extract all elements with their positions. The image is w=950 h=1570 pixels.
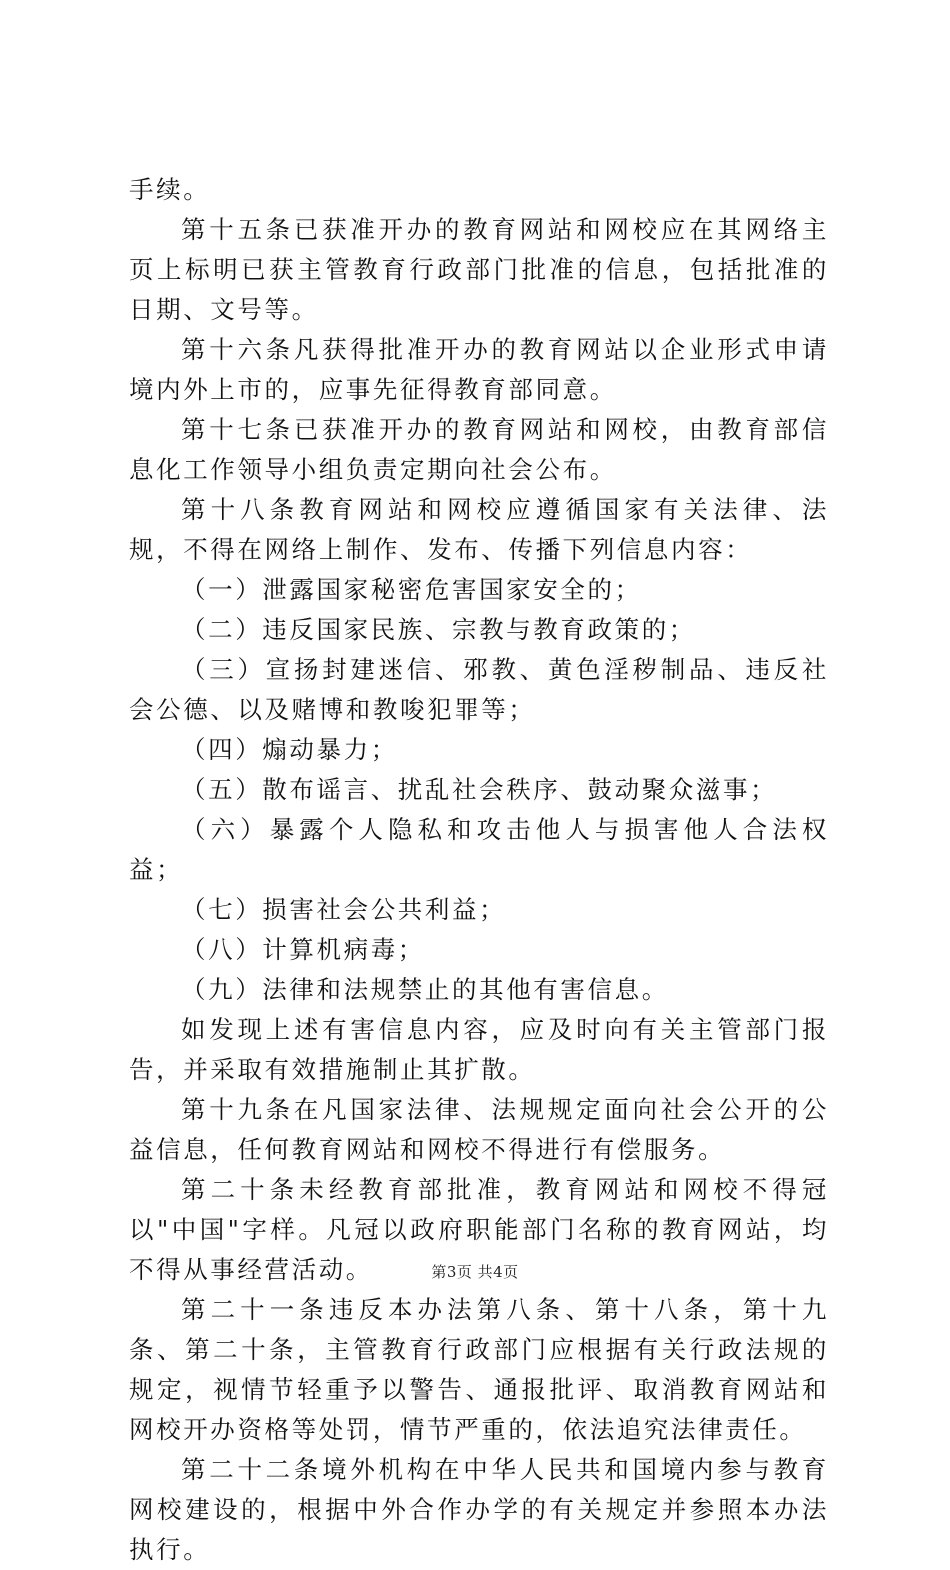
list-item-8: （八）计算机病毒； [181,935,425,964]
article-15: 第十五条已获准开办的教育网站和网校应在其网络主页上标明已获主管教育行政部门批准的信息，包括批准的日期、文号等。 [129,215,829,324]
document-body [129,170,829,1570]
article-18: 第十八条教育网站和网校应遵循国家有关法律、法规，不得在网络上制作、发布、传播下列信息内容： [129,495,829,564]
article-16: 第十六条凡获得批准开办的教育网站以企业形式申请境内外上市的，应事先征得教育部同意。 [129,335,829,404]
article-22: 第二十二条境外机构在中华人民共和国境内参与教育网校建设的，根据中外合作办学的有关规定并参照本办法执行。 [129,1455,829,1564]
paragraph-continuation: 手续。 [129,175,211,204]
list-item-2: （二）违反国家民族、宗教与教育政策的； [181,615,696,644]
list-item-7: （七）损害社会公共利益； [181,895,507,924]
list-item-5: （五）散布谣言、扰乱社会秩序、鼓动聚众滋事； [181,775,778,804]
list-item-3: （三）宣扬封建迷信、邪教、黄色淫秽制品、违反社会公德、以及赌博和教唆犯罪等； [129,655,829,724]
list-item-6: （六）暴露个人隐私和攻击他人与损害他人合法权益； [129,815,829,884]
list-item-1: （一）泄露国家秘密危害国家安全的； [181,575,642,604]
report-paragraph: 如发现上述有害信息内容，应及时向有关主管部门报告，并采取有效措施制止其扩散。 [129,1015,829,1084]
article-19: 第十九条在凡国家法律、法规规定面向社会公开的公益信息，任何教育网站和网校不得进行有偿服务。 [129,1095,829,1164]
list-item-4: （四）煽动暴力； [181,735,398,764]
list-item-9: （九）法律和法规禁止的其他有害信息。 [181,975,669,1004]
article-20: 第二十条未经教育部批准，教育网站和网校不得冠以"中国"字样。凡冠以政府职能部门名称的教育网站，均不得从事经营活动。 [129,1175,829,1284]
article-17: 第十七条已获准开办的教育网站和网校，由教育部信息化工作领导小组负责定期向社会公布。 [129,415,829,484]
page-footer: 第3页 共4页 [431,1263,519,1281]
article-21: 第二十一条违反本办法第八条、第十八条，第十九条、第二十条，主管教育行政部门应根据有关行政法规的规定，视情节轻重予以警告、通报批评、取消教育网站和网校开办资格等处罚，情节严重的，依法追究法律责任。 [129,1295,829,1444]
